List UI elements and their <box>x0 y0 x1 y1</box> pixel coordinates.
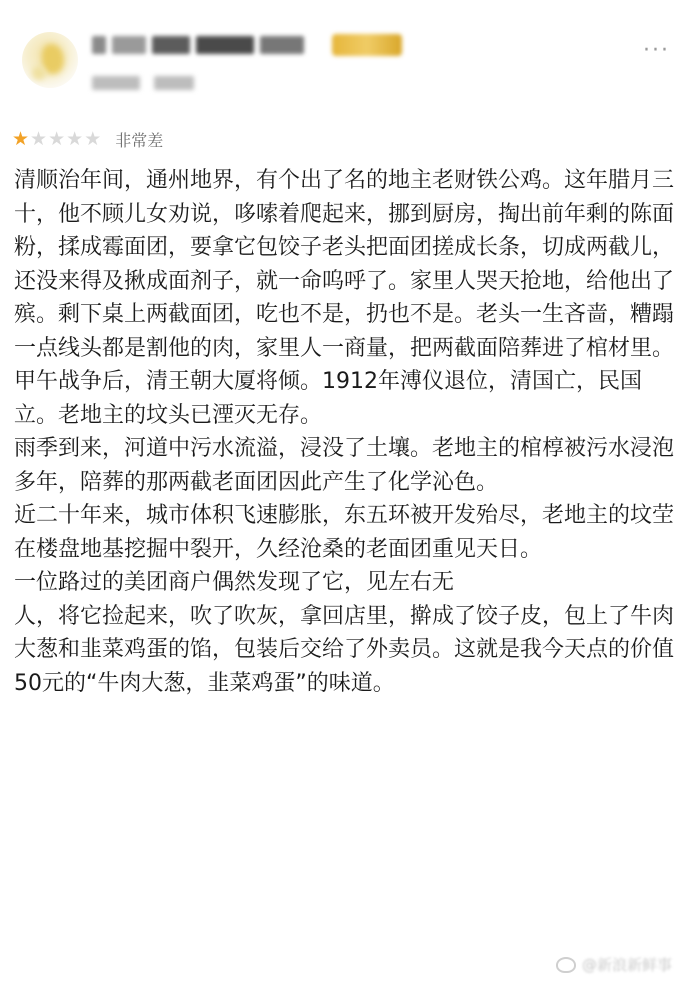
watermark-text: @新浪新鲜事 <box>581 956 672 974</box>
review-paragraph: 清顺治年间，通州地界，有个出了名的地主老财铁公鸡。这年腊月三十，他不顾儿女劝说，哆嗦着爬起来，挪到厨房，掏出前年剩的陈面粉，揉成霉面团，要拿它包饺子老头把面团搓成长条，切成两截儿，还没来得及揪成面剂子，就一命呜呼了。家里人哭天抢地，给他出了殡。剩下桌上两截面团，吃也不是，扔也不是。老头一生吝啬，糟蹋一点线头都是割他的肉，家里人一商量，把两截面陪葬进了棺材里。 <box>14 168 675 361</box>
star-empty-icon: ★ <box>30 127 48 150</box>
star-empty-icon: ★ <box>66 127 84 150</box>
weibo-icon <box>556 957 576 973</box>
blurred-review-meta <box>92 76 194 90</box>
star-empty-icon: ★ <box>48 127 66 150</box>
star-rating <box>12 127 102 150</box>
review-paragraph: 近二十年来，城市体积飞速膨胀，东五环被开发殆尽，老地主的坟茔在楼盘地基挖掘中裂开，久经沧桑的老面团重见天日。 <box>14 503 675 562</box>
review-header <box>0 0 690 120</box>
user-level-badge <box>332 34 402 56</box>
rating-label: 非常差 <box>115 130 164 150</box>
user-avatar[interactable] <box>22 32 78 88</box>
star-empty-icon: ★ <box>84 127 102 150</box>
blurred-username[interactable] <box>92 34 324 56</box>
star-filled-icon: ★ <box>12 127 30 150</box>
review-paragraph: 甲午战争后，清王朝大厦将倾。1912年溥仪退位，清国亡，民国立。老地主的坟头已湮灭无存。 <box>14 369 642 428</box>
watermark <box>556 954 672 975</box>
review-paragraph: 雨季到来，河道中污水流溢，浸没了土壤。老地主的棺椁被污水浸泡多年，陪葬的那两截老面团因此产生了化学沁色。 <box>14 436 675 495</box>
rating-row <box>12 128 163 150</box>
review-paragraph: 人，将它捡起来，吹了吹灰，拿回店里，擀成了饺子皮，包上了牛肉大葱和韭菜鸡蛋的馅，包装后交给了外卖员。这就是我今天点的价值50元的“牛肉大葱，韭菜鸡蛋”的味道。 <box>14 603 675 696</box>
review-paragraph: 一位路过的美团商户偶然发现了它，见左右无 <box>14 570 455 595</box>
review-text <box>14 164 682 700</box>
more-dots-icon[interactable]: ··· <box>643 38 670 63</box>
